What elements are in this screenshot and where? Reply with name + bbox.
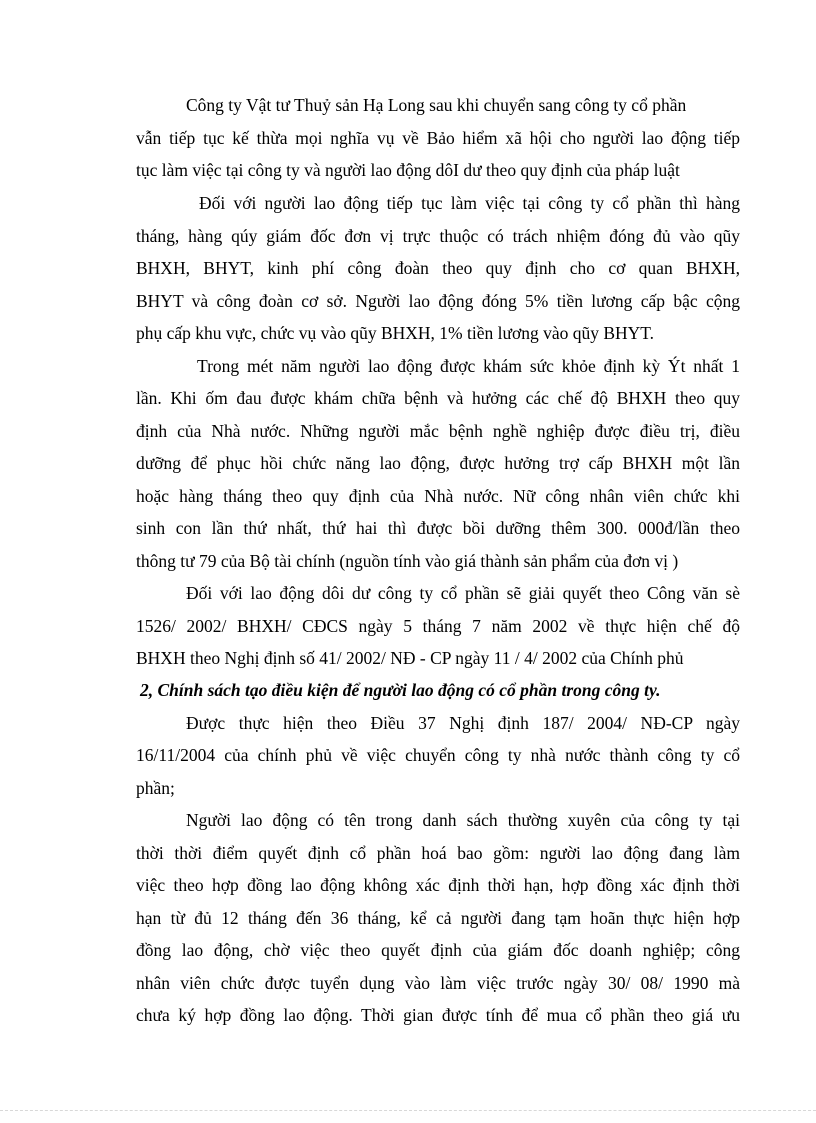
paragraph-5-line-2: 16/11/2004 của chính phủ về việc chuyển công ty nhà nước thành công ty cổ (136, 745, 740, 765)
paragraph-4-line-3: BHXH theo Nghị định số 41/ 2002/ NĐ - CP ngày 11 / 4/ 2002 của Chính phủ (136, 648, 684, 668)
paragraph-6-line-4: hạn từ đủ 12 tháng đến 36 tháng, kể cả người đang tạm hoãn thực hiện hợp (136, 908, 740, 928)
paragraph-1-line-2: vẫn tiếp tục kế thừa mọi nghĩa vụ về Bảo hiểm xã hội cho người lao động tiếp (136, 128, 740, 148)
paragraph-6-line-7: chưa ký hợp đồng lao động. Thời gian được tính để mua cổ phần theo giá ưu (136, 1005, 740, 1025)
paragraph-6-line-3: việc theo hợp đồng lao động không xác định thời hạn, hợp đồng xác định thời (136, 875, 740, 895)
paragraph-6-line-2: thời thời điểm quyết định cổ phần hoá bao gồm: người lao động đang làm (136, 843, 740, 863)
section-heading: 2, Chính sách tạo điều kiện để người lao động có cổ phần trong công ty. (140, 680, 661, 700)
paragraph-6-line-5: đồng lao động, chờ việc theo quyết định của giám đốc doanh nghiệp; công (136, 940, 740, 960)
paragraph-6-line-6: nhân viên chức được tuyển dụng vào làm việc trước ngày 30/ 08/ 1990 mà (136, 973, 740, 993)
page-bottom-divider (0, 1110, 816, 1111)
paragraph-3-line-3: định của Nhà nước. Những người mắc bệnh nghề nghiệp được điều trị, điều (136, 421, 740, 441)
paragraph-1-line-1: Công ty Vật tư Thuỷ sản Hạ Long sau khi chuyển sang công ty cổ phần (186, 95, 687, 115)
paragraph-1-line-3: tục làm việc tại công ty và người lao động dôI dư theo quy định của pháp luật (136, 160, 680, 180)
paragraph-5-line-3: phần; (136, 778, 175, 798)
paragraph-5-line-1: Được thực hiện theo Điều 37 Nghị định 187/ 2004/ NĐ-CP ngày (186, 713, 740, 733)
paragraph-2-line-4: BHYT và công đoàn cơ sở. Người lao động đóng 5% tiền lương cấp bậc cộng (136, 291, 740, 311)
paragraph-2-line-5: phụ cấp khu vực, chức vụ vào qũy BHXH, 1% tiền lương vào qũy BHYT. (136, 323, 655, 343)
paragraph-6-line-1: Người lao động có tên trong danh sách thường xuyên của công ty tại (186, 810, 740, 830)
paragraph-4-line-2: 1526/ 2002/ BHXH/ CĐCS ngày 5 tháng 7 năm 2002 về thực hiện chế độ (136, 616, 740, 636)
paragraph-2-line-1: Đối với người lao động tiếp tục làm việc tại công ty cổ phần thì hàng (199, 193, 740, 213)
paragraph-3-line-1: Trong mét năm người lao động được khám sức khỏe định kỳ Ýt nhất 1 (197, 356, 740, 376)
paragraph-3-line-6: sinh con lần thứ nhất, thứ hai thì được bồi dưỡng thêm 300. 000đ/lần theo (136, 518, 740, 538)
paragraph-3-line-2: lần. Khi ốm đau được khám chữa bệnh và hưởng các chế độ BHXH theo quy (136, 388, 740, 408)
paragraph-2-line-2: tháng, hàng qúy giám đốc đơn vị trực thuộc có trách nhiệm đóng đủ vào qũy (136, 226, 740, 246)
paragraph-4-line-1: Đối với lao động dôi dư công ty cổ phần sẽ giải quyết theo Công văn sè (186, 583, 740, 603)
paragraph-3-line-4: dưỡng để phục hồi chức năng lao động, được hưởng trợ cấp BHXH một lần (136, 453, 740, 473)
paragraph-3-line-7: thông tư 79 của Bộ tài chính (nguồn tính vào giá thành sản phẩm của đơn vị ) (136, 551, 679, 571)
paragraph-3-line-5: hoặc hàng tháng theo quy định của Nhà nước. Nữ công nhân viên chức khi (136, 486, 740, 506)
paragraph-2-line-3: BHXH, BHYT, kinh phí công đoàn theo quy định cho cơ quan BHXH, (136, 258, 740, 278)
